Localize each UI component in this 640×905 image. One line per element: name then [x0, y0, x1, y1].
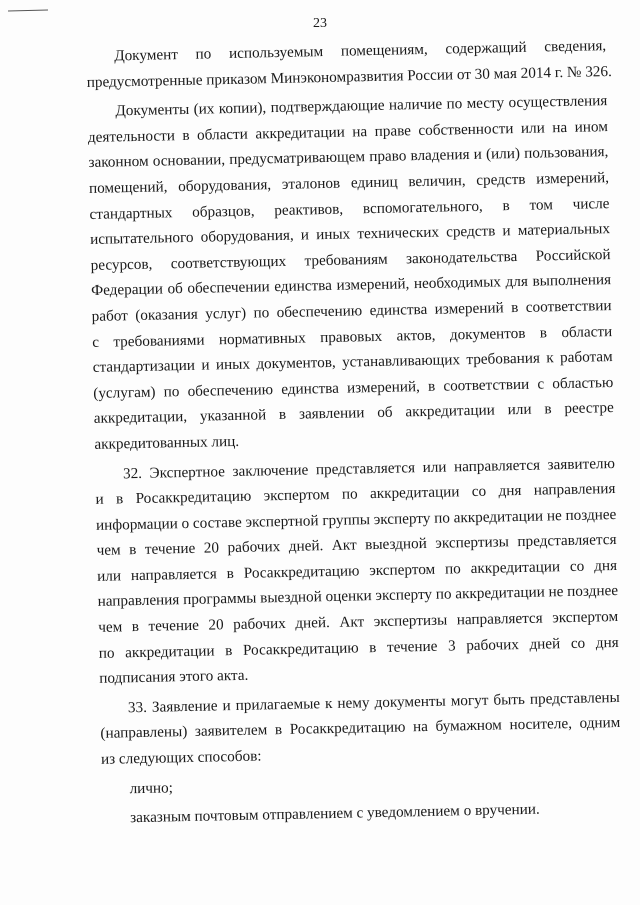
text-line: законном основании, предусматривающем право владения и (или) пользования, [88, 143, 609, 172]
text-line: Документ по используемым помещениям, содержащий сведения, [114, 37, 607, 65]
document-body [86, 33, 622, 832]
text-line: лично; [129, 778, 174, 797]
text-line: 32. Экспертное заключение представляется или направляется заявителю [122, 454, 616, 482]
text-line: Документы (их копии), подтверждающие наличие по месту осуществления [115, 92, 608, 120]
text-line: (услугам) по обеспечению единства измерений, в соответствии с областью [93, 373, 614, 402]
text-line: из следующих способов: [100, 747, 262, 768]
text-line: помещений, оборудования, эталонов единиц величин, средств измерений, [88, 169, 610, 197]
text-line: или направляется в Росаккредитацию экспертом по аккредитации со дня [96, 556, 618, 585]
text-line: стандартизации и иных документов, устанавливающих требования к работам [92, 348, 613, 377]
text-line: по аккредитации в Росаккредитацию в течение 3 рабочих дней со дня [98, 633, 619, 662]
text-line: заказным почтовым отправлением с уведомлением о вручении. [130, 800, 540, 827]
text-line: стандартных образцов, реактивов, вспомогательного, в том числе [89, 194, 610, 223]
text-line: чем в течение 20 рабочих дней. Акт экспертизы направляется экспертом [98, 608, 619, 636]
text-line: предусмотренные приказом Минэкономразвития России от 30 мая 2014 г. № 326. [86, 62, 612, 91]
scan-corner-mark [8, 9, 48, 11]
text-line: аккредитации, указанной в заявлении об аккредитации или в реестре [93, 399, 614, 428]
text-line: подписания этого акта. [99, 666, 249, 688]
text-line: информации о составе экспертной группы эксперту по аккредитации не позднее [95, 505, 617, 534]
page-number: 23 [313, 16, 327, 31]
text-line: и в Росаккредитацию экспертом по аккредитации со дня направления [95, 480, 616, 508]
paragraph-32-expert-conclusion [95, 451, 620, 692]
text-line: с требованиями нормативных правовых актов, документов в области [92, 322, 613, 351]
text-line: чем в течение 20 рабочих дней. Акт выездной экспертизы представляется [96, 531, 617, 560]
text-line: испытательного оборудования, и иных технических средств и материальных [89, 220, 611, 249]
text-line: Федерации об обеспечении единства измерений, необходимых для выполнения [90, 271, 612, 300]
paragraph-supporting-documents [87, 88, 614, 457]
text-line: направления программы выездной оценки эксперту по аккредитации не позднее [97, 582, 619, 611]
text-line: ресурсов, соответствующих требованиям законодательства Российской [90, 245, 611, 274]
text-line: аккредитованных лиц. [94, 432, 240, 453]
text-line: работ (оказания услуг) по обеспечению единства измерений в соответствии [91, 296, 612, 325]
text-line: (направлены) заявителем в Росаккредитацию на бумажном носителе, одним [100, 714, 621, 743]
text-line: деятельности в области аккредитации на праве собственности или на ином [87, 117, 609, 146]
text-line: 33. Заявление и прилагаемые к нему документы могут быть представлены [127, 688, 620, 717]
paragraph-33-submission-methods [100, 685, 621, 773]
